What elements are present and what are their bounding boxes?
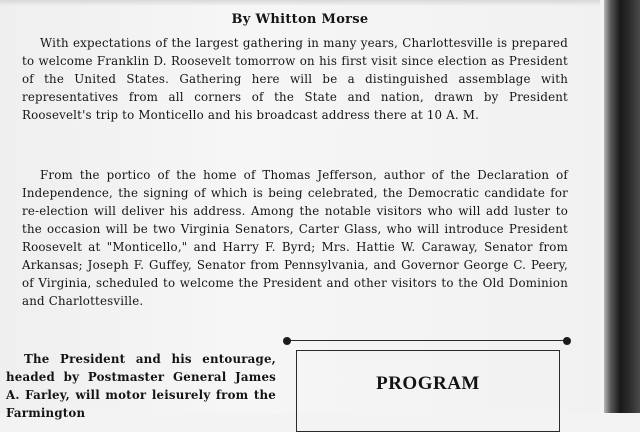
rule-ornament-left <box>283 337 291 345</box>
page-fold-shadow <box>604 0 640 413</box>
byline: By Whitton Morse <box>231 12 369 27</box>
article-paragraph-3: The President and his entourage, headed by Postmaster General James A. Farley, will motor leisurely from the Farmington <box>6 352 276 420</box>
program-title: PROGRAM <box>376 373 480 394</box>
article-paragraph-1: With expectations of the largest gathering in many years, Charlottesville is prepared to welcome Franklin D. Roosevelt tomorrow on his first visit since election as President of the United States. Gathering here will be a distinguished assemblage with representatives from all corners of the State and nation, drawn by President Roosevelt's trip to Monticello and his broadcast address there at 10 A. M. <box>22 36 568 122</box>
program-divider-rule <box>286 340 568 341</box>
article-paragraph-2: From the portico of the home of Thomas Jefferson, author of the Declaration of Independence, the signing of which is being celebrated, the Democratic candidate for re-election will deliver his address. Among the notable visitors who will add luster to the occasion will be two Virginia Senators, Carter Glass, who will introduce President Roosevelt at "Monticello," and Harry F. Byrd; Mrs. Hattie W. Caraway, Senator from Arkansas; Joseph F. Guffey, Senator from Pennsylvania, and Governor George C. Peery, of Virginia, scheduled to welcome the President and other visitors to the Old Dominion and Charlottesville. <box>22 168 568 308</box>
rule-ornament-right <box>563 337 571 345</box>
page-top-edge <box>0 0 600 6</box>
